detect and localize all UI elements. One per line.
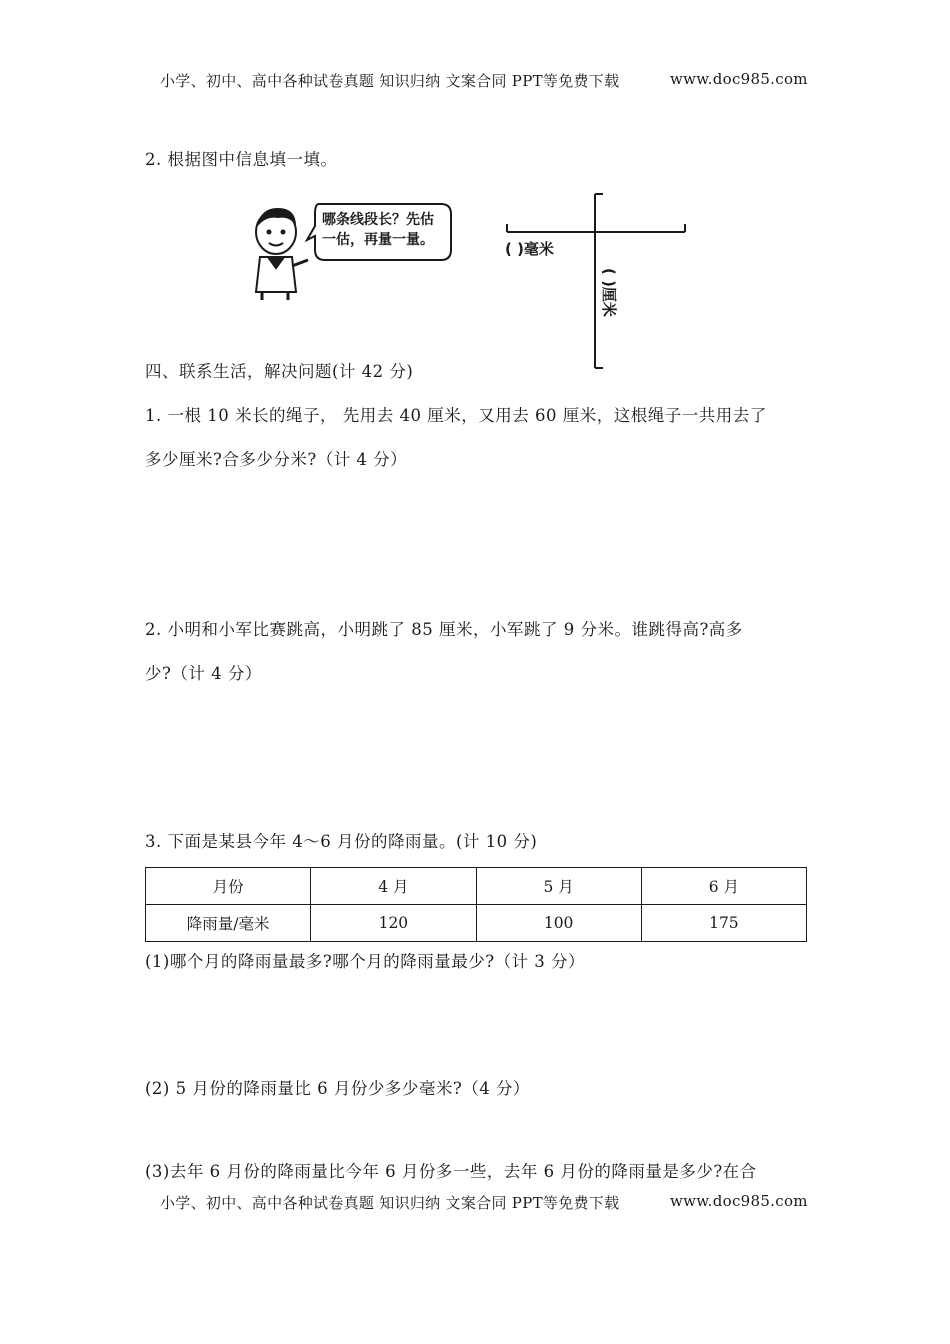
q2-line-1: 2. 小明和小军比赛跳高，小明跳了 85 厘米，小军跳了 9 分米。谁跳得高?高多	[145, 620, 743, 639]
q3-sub-1: (1)哪个月的降雨量最多?哪个月的降雨量最少?（计 3 分）	[145, 952, 586, 971]
header-text: 小学、初中、高中各种试卷真题 知识归纳 文案合同 PPT等免费下载	[160, 72, 620, 90]
table-cell: 100	[476, 905, 641, 942]
segment-figure	[250, 190, 720, 375]
table-row	[146, 905, 807, 942]
page-header	[160, 70, 808, 91]
table-header-cell: 5 月	[476, 868, 641, 905]
bubble-line-1: 哪条线段长？先估	[322, 212, 434, 228]
q1-line-1: 1. 一根 10 米长的绳子， 先用去 40 厘米，又用去 60 厘米，这根绳子一共用去了	[145, 406, 767, 425]
section-4-title: 四、联系生活，解决问题(计 42 分)	[145, 362, 414, 381]
table-header-cell: 4 月	[311, 868, 476, 905]
q2-line-2: 少?（计 4 分）	[145, 664, 262, 683]
table-cell: 降雨量/毫米	[146, 905, 311, 942]
page-footer	[160, 1192, 808, 1213]
boy-illustration	[250, 202, 310, 302]
table-cell: 120	[311, 905, 476, 942]
table-header-cell: 月份	[146, 868, 311, 905]
header-url: www.doc985.com	[670, 70, 808, 88]
footer-url: www.doc985.com	[670, 1192, 808, 1210]
table-header-row	[146, 868, 807, 905]
q3-sub-3: (3)去年 6 月份的降雨量比今年 6 月份多一些，去年 6 月份的降雨量是多少?在合	[145, 1162, 757, 1181]
q2-fill-title: 2. 根据图中信息填一填。	[145, 150, 338, 169]
rainfall-table	[145, 867, 807, 942]
vertical-length-label[interactable]: ( )厘米	[600, 268, 618, 317]
q3-title: 3. 下面是某县今年 4～6 月份的降雨量。(计 10 分)	[145, 832, 538, 851]
horizontal-length-label[interactable]: ( )毫米	[505, 240, 554, 258]
table-header-cell: 6 月	[641, 868, 806, 905]
bubble-line-2: 一估，再量一量。	[322, 232, 434, 248]
q3-sub-2: (2) 5 月份的降雨量比 6 月份少多少毫米?（4 分）	[145, 1079, 530, 1098]
q1-line-2: 多少厘米?合多少分米?（计 4 分）	[145, 450, 408, 469]
table-cell: 175	[641, 905, 806, 942]
footer-text: 小学、初中、高中各种试卷真题 知识归纳 文案合同 PPT等免费下载	[160, 1194, 620, 1212]
